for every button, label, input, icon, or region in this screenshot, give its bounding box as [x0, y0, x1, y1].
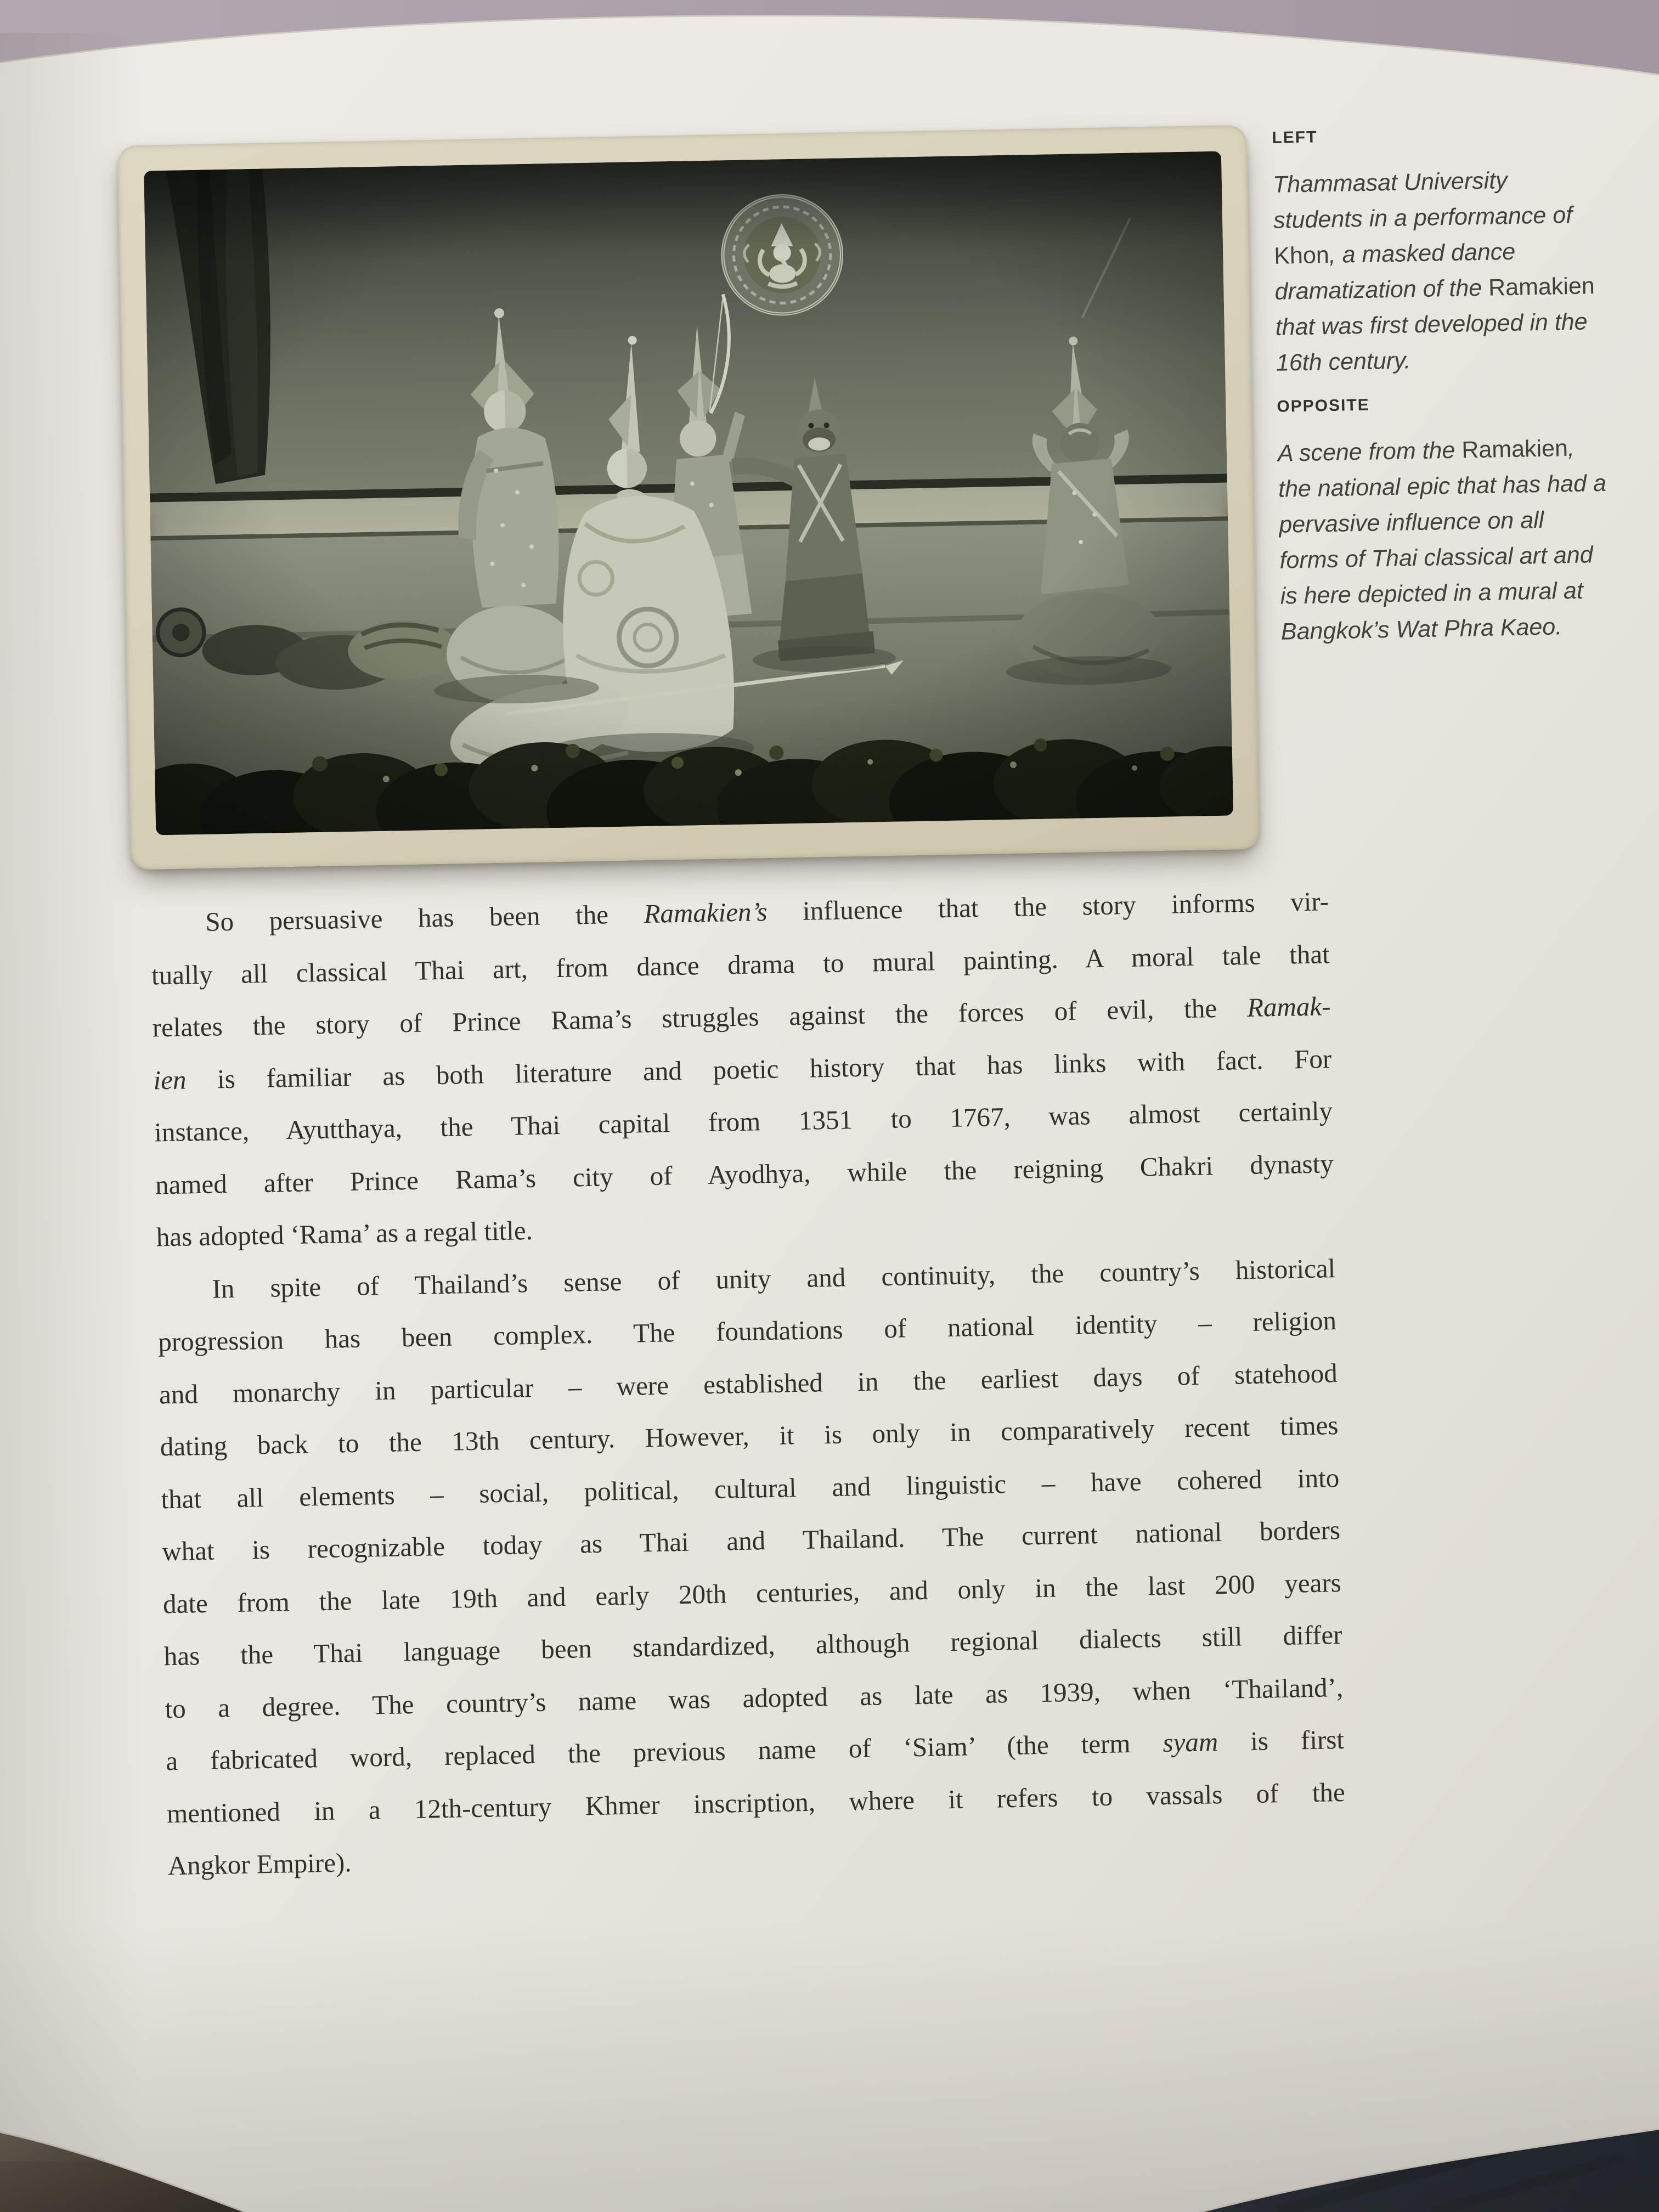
body-line: So persuasive has been the Ramakien’s influence that the story informs vir- [205, 886, 1329, 937]
body-line: relates the story of Prince Rama’s struggles against the forces of evil, the Ramak- [152, 991, 1331, 1043]
film-grain [144, 151, 1233, 836]
body-paragraph [157, 1242, 1347, 1892]
khon-performance-photo [117, 125, 1260, 870]
body-line: that all elements – social, political, cultural and linguistic – have cohered into [161, 1462, 1340, 1514]
body-text [150, 875, 1346, 1892]
body-line: date from the late 19th and early 20th centuries, and only in the last 200 years [162, 1567, 1342, 1619]
body-line: has adopted ‘Rama’ as a regal title. [156, 1215, 533, 1252]
photo-scene [144, 151, 1233, 836]
body-line: named after Prince Rama’s city of Ayodhya, while the reigning Chakri dynasty [155, 1148, 1334, 1200]
body-line: instance, Ayutthaya, the Thai capital from 1351 to 1767, was almost certainly [154, 1096, 1333, 1148]
body-line: has the Thai language been standardized, although regional dialects still differ [163, 1619, 1342, 1672]
body-line: Angkor Empire). [167, 1847, 352, 1881]
body-line: progression has been complex. The foundations of national identity – religion [157, 1305, 1337, 1357]
photo-image [144, 151, 1233, 836]
caption-column [1272, 123, 1611, 667]
body-line: tually all classical Thai art, from dance drama to mural painting. A moral tale that [151, 938, 1330, 991]
caption-left-text: Thammasat University students in a performance of Khon, a masked dance dramatization of the Ramakien that was first developed in the 16th century. [1272, 167, 1595, 376]
body-paragraph [150, 875, 1335, 1263]
caption-label-left: LEFT [1272, 128, 1318, 147]
body-line: and monarchy in particular – were established in the earliest days of statehood [159, 1357, 1338, 1409]
body-line: ien is familiar as both literature and poetic history that has links with fact. For [153, 1043, 1332, 1096]
body-line: a fabricated word, replaced the previous name of ‘Siam’ (the term syam is first [165, 1724, 1345, 1776]
body-line: to a degree. The country’s name was adopted as late as 1939, when ‘Thailand’, [165, 1672, 1344, 1724]
body-line: what is recognizable today as Thai and Thailand. The current national borders [161, 1515, 1341, 1567]
caption-label-opposite: OPPOSITE [1277, 396, 1370, 416]
body-line: dating back to the 13th century. However, it is only in comparatively recent times [160, 1410, 1339, 1462]
body-line: In spite of Thailand’s sense of unity and continuity, the country’s historical [212, 1252, 1336, 1304]
body-line: mentioned in a 12th-century Khmer inscription, where it refers to vassals of the [166, 1776, 1346, 1829]
caption-opposite-text: A scene from the Ramakien, the national epic that has had a pervasive influence on all forms of Thai classical art and is here depicted in a mural at Bangkok’s Wat Phra Kaeo. [1277, 435, 1607, 645]
